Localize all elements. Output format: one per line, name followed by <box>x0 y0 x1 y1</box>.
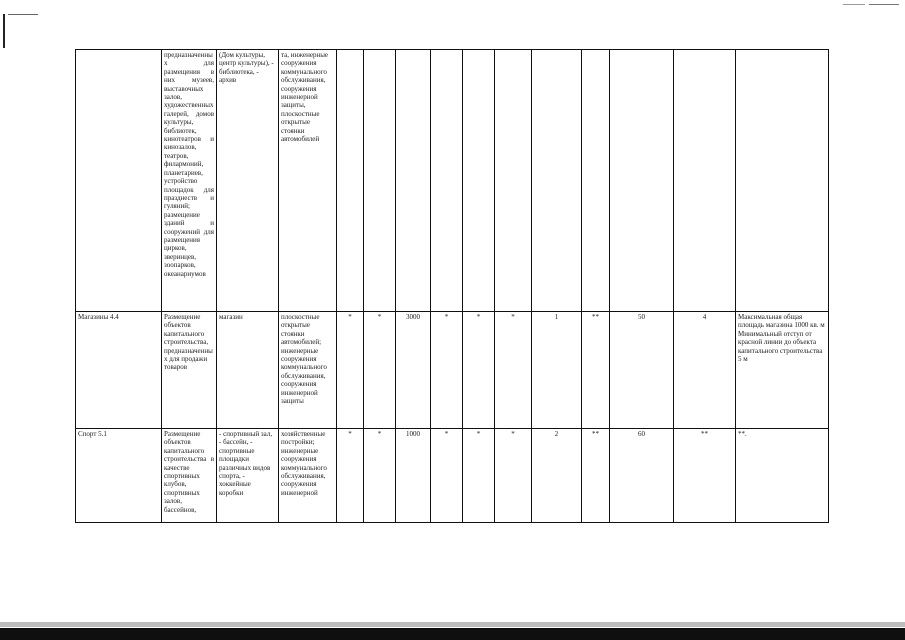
cell-param: 50 <box>610 312 674 429</box>
cell-param: * <box>463 429 495 523</box>
cell-param: * <box>431 429 463 523</box>
cell-name: Магазины 4.4 <box>76 312 162 429</box>
cell-param: * <box>431 312 463 429</box>
cell-main-uses: - спортивный зал, - бассейн, - спортивные площадки различных видов спорта, - хоккейные коробки <box>217 429 279 523</box>
table-row <box>76 50 829 312</box>
cell-param <box>396 50 431 312</box>
cell-auxiliary-uses: хозяйственные постройки; инженерные сооружения коммунального обслуживания, сооружения инженерной <box>279 429 337 523</box>
scan-edge-mark <box>8 14 38 15</box>
cell-param: 2 <box>532 429 582 523</box>
cell-description: Размещение объектов капитального строительства в качестве спортивных клубов, спортивных залов, бассейнов, <box>162 429 217 523</box>
cell-main-uses: (Дом культуры, центр культуры), - библиотека, - архив <box>217 50 279 312</box>
cell-param <box>610 50 674 312</box>
cell-param: * <box>364 429 396 523</box>
scan-corner-mark <box>869 4 899 5</box>
cell-param: * <box>364 312 396 429</box>
cell-param <box>364 50 396 312</box>
cell-notes: **. <box>736 429 829 523</box>
cell-name <box>76 50 162 312</box>
table-row <box>76 312 829 429</box>
cell-param: * <box>337 312 364 429</box>
cell-param <box>674 50 736 312</box>
zoning-regulations-table <box>75 49 829 523</box>
cell-name: Спорт 5.1 <box>76 429 162 523</box>
cell-param: ** <box>582 429 610 523</box>
cell-notes: Максимальная общая площадь магазина 1000 кв. м Минимальный отступ от красной линии до объекта капитального строительства 5 м <box>736 312 829 429</box>
cell-param: ** <box>582 312 610 429</box>
cell-param: * <box>495 429 532 523</box>
cell-param: 1 <box>532 312 582 429</box>
cell-param: 3000 <box>396 312 431 429</box>
cell-param: ** <box>674 429 736 523</box>
cell-param <box>495 50 532 312</box>
scan-edge-mark <box>3 14 5 48</box>
cell-description: Размещение объектов капитального строительства, предназначенных для продажи товаров <box>162 312 217 429</box>
cell-param: 4 <box>674 312 736 429</box>
cell-param <box>431 50 463 312</box>
cell-description: предназначенных для размещения в них музеев, выставочных залов, художественных галерей, домов культуры, библиотек, кинотеатров и кинозалов, театров, филармоний, планетариев, устройство площадок для празднеств и гуляний; размещение зданий и сооружений для размещения цирков, зверинцев, зоопарков, океанариумов <box>162 50 217 312</box>
table-row <box>76 429 829 523</box>
cell-param: * <box>337 429 364 523</box>
cell-param: * <box>495 312 532 429</box>
scan-corner-mark <box>843 4 865 5</box>
cell-param <box>463 50 495 312</box>
scan-bottom-shadow <box>0 622 905 627</box>
cell-notes <box>736 50 829 312</box>
cell-param <box>582 50 610 312</box>
cell-auxiliary-uses: та, инженерные сооружения коммунального обслуживания, сооружения инженерной защиты, плоскостные открытые стоянки автомобилей <box>279 50 337 312</box>
cell-param: 60 <box>610 429 674 523</box>
cell-param: 1000 <box>396 429 431 523</box>
cell-auxiliary-uses: плоскостные открытые стоянки автомобилей; инженерные сооружения коммунального обслуживания, сооружения инженерной защиты <box>279 312 337 429</box>
cell-param <box>337 50 364 312</box>
cell-param: * <box>463 312 495 429</box>
cell-main-uses: магазин <box>217 312 279 429</box>
scan-bottom-edge <box>0 628 905 640</box>
cell-param <box>532 50 582 312</box>
